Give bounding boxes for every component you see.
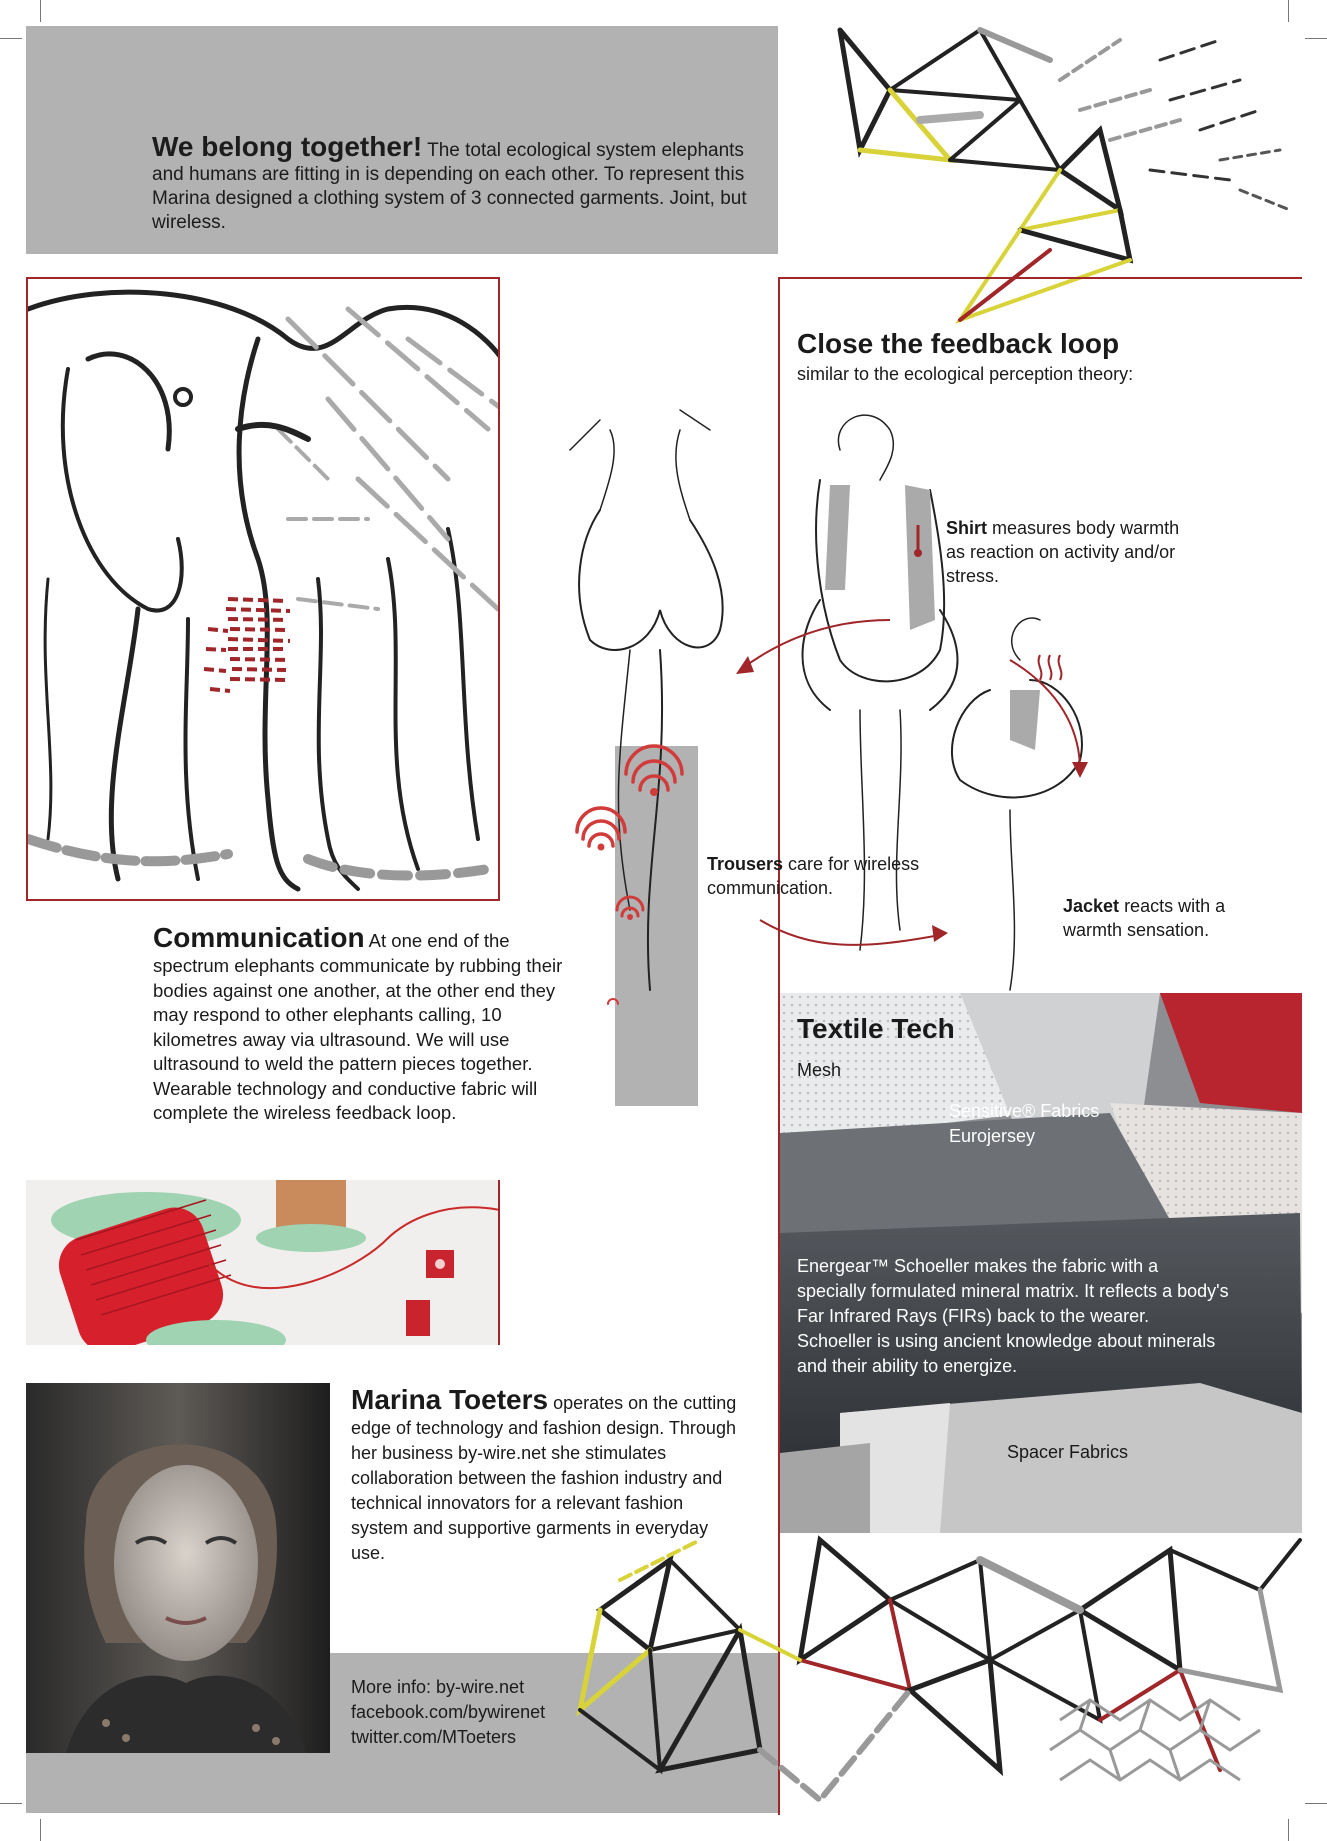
crop-mark	[0, 38, 22, 39]
conductive-wire-photo	[26, 1180, 500, 1345]
shirt-caption	[946, 516, 1186, 588]
wire-spools	[26, 1180, 500, 1345]
more-info-links	[351, 1675, 545, 1750]
wifi-icon	[608, 999, 618, 1004]
shirt-text: measures body warmth as reaction on activity and/or stress.	[946, 518, 1180, 586]
jacket-caption	[1063, 894, 1243, 942]
feedback-loop-subtitle: similar to the ecological perception theory:	[797, 364, 1134, 384]
crop-mark	[1288, 0, 1289, 22]
marina-name: Marina Toeters	[351, 1384, 549, 1415]
communication-text: At one end of the spectrum elephants communicate by rubbing their bodies against one another, at the other end they may respond to other elephants calling, 10 kilometres away via ultrasound. We will use ultrasound to weld the pattern pieces together. Wearable technology and conductive fabric will complete the wireless feedback loop.	[153, 930, 563, 1123]
facebook-link[interactable]: facebook.com/bywirenet	[351, 1702, 546, 1722]
twitter-link[interactable]: twitter.com/MToeters	[351, 1727, 517, 1747]
marina-text: operates on the cutting edge of technology and fashion design. Through her business by-wire.net she stimulates collaboration between the fashion industry and technical innovators for a relevant fashion system and supportive garments in everyday use.	[351, 1393, 737, 1563]
crop-mark	[1305, 38, 1327, 39]
crop-mark	[0, 1803, 22, 1804]
trousers-caption	[707, 852, 957, 900]
elephant-illustration-panel	[26, 277, 500, 901]
elephant-sketch	[28, 279, 500, 901]
wifi-icon	[626, 746, 682, 790]
intro-title: We belong together!	[152, 131, 423, 162]
website-link[interactable]: More info: by-wire.net	[351, 1677, 525, 1697]
sensitive-fabrics-label	[949, 1099, 1099, 1149]
jacket-label: Jacket	[1063, 896, 1120, 916]
portrait-image	[26, 1383, 330, 1753]
energear-text: Energear™ Schoeller makes the fabric with a specially formulated mineral matrix. It reflects a body's Far Infrared Rays (FIRs) back to the wearer. Schoeller is using ancient knowledge about minerals and their ability to energize.	[797, 1256, 1229, 1376]
crop-mark	[1288, 1819, 1289, 1841]
intro-text: The total ecological system elephants and humans are fitting in is depending on each other. To represent this Marina designed a clothing system of 3 connected garments. Joint, but wireless.	[152, 140, 747, 233]
trousers-label: Trousers	[707, 854, 784, 874]
intro-paragraph	[152, 132, 752, 235]
wifi-icon	[577, 808, 625, 846]
sensitive-line-1: Sensitive® Fabrics	[949, 1101, 1100, 1121]
feedback-loop-title: Close the feedback loop	[797, 328, 1120, 359]
mesh-label: Mesh	[797, 1060, 842, 1080]
communication-title: Communication	[153, 922, 365, 953]
crop-mark	[40, 0, 41, 22]
portrait-photo	[26, 1383, 330, 1753]
wifi-icon	[617, 897, 643, 916]
jacket-text: reacts with a warmth sensation.	[1063, 896, 1226, 940]
shirt-label: Shirt	[946, 518, 988, 538]
crop-mark	[40, 1819, 41, 1841]
trousers-text: care for wireless communication.	[707, 854, 920, 898]
textile-tech-title: Textile Tech	[797, 1013, 955, 1044]
sensitive-line-2: Eurojersey	[949, 1126, 1036, 1146]
triangle-sketch-bottom	[560, 1520, 1327, 1820]
communication-paragraph	[153, 922, 568, 1126]
spacer-fabrics-label: Spacer Fabrics	[1007, 1442, 1129, 1462]
